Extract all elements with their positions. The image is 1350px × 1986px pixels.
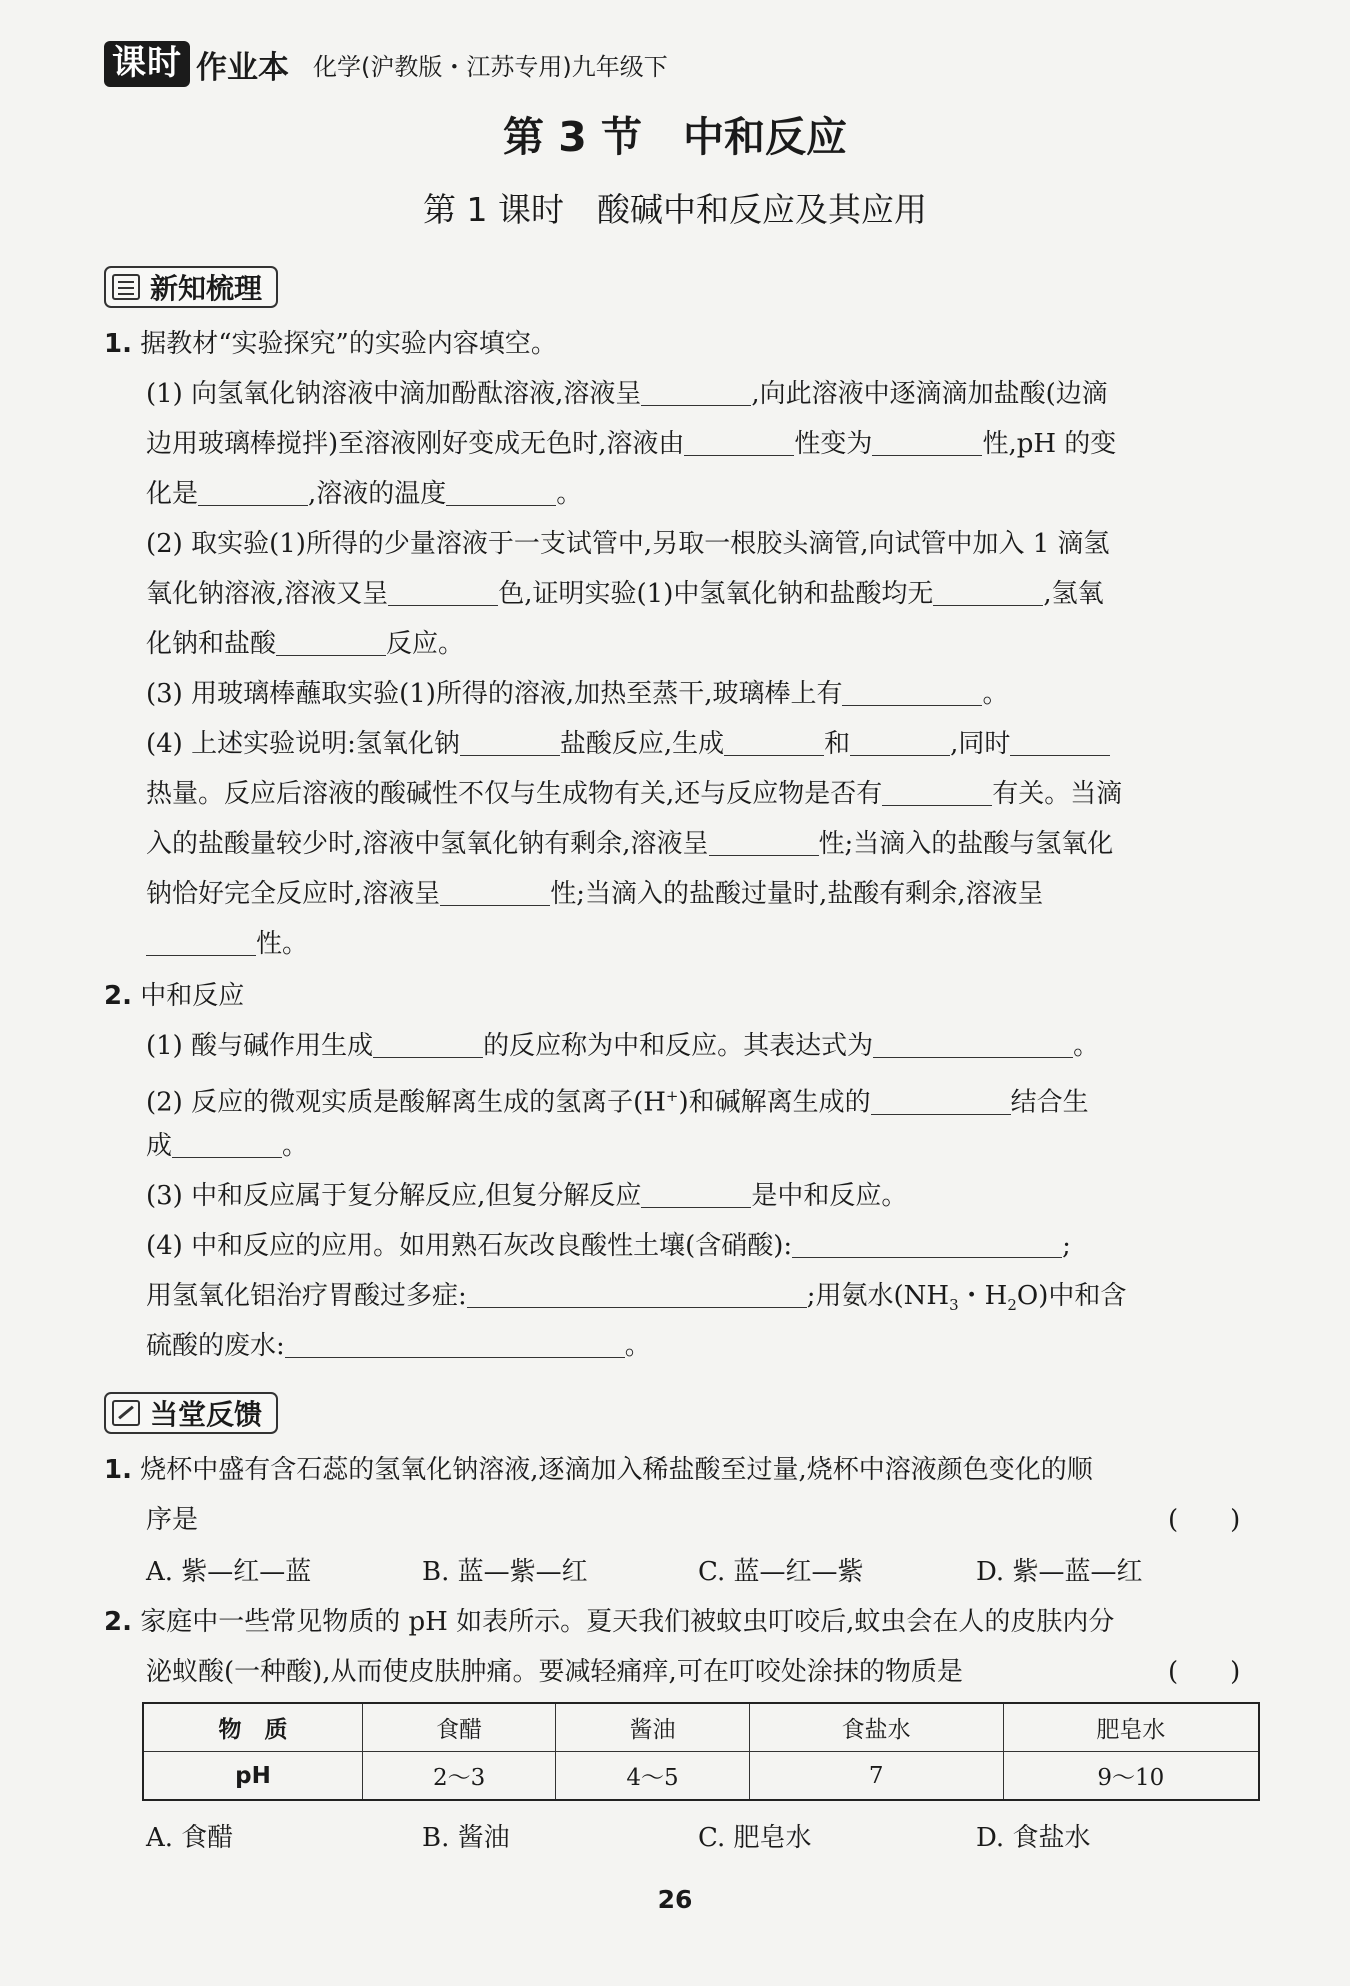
answer-blank[interactable] [684, 429, 794, 456]
q1-p4-line2 [146, 778, 1122, 810]
text: O)中和含 [1016, 1281, 1127, 1311]
q1-p2-line1 [146, 528, 1110, 560]
text: 用氢氧化铝治疗胃酸过多症: [146, 1281, 467, 1311]
answer-blank[interactable] [388, 579, 498, 606]
text: (4) 上述实验说明:氢氧化钠 [146, 729, 460, 759]
text: (1) 酸与碱作用生成 [146, 1031, 374, 1061]
text: 性,pH 的变 [982, 429, 1117, 459]
book-subtitle: 化学(沪教版・江苏专用)九年级下 [313, 52, 668, 81]
option-a[interactable]: A. 食醋 [146, 1823, 234, 1853]
question-text: 家庭中一些常见物质的 pH 如表所示。夏天我们被蚊虫叮咬后,蚊虫会在人的皮肤内分 [140, 1607, 1115, 1637]
table-cell: 2～3 [363, 1752, 556, 1801]
answer-blank[interactable] [792, 1231, 1062, 1258]
section-title: 第 3 节 中和反应 [502, 113, 848, 161]
q2-p3 [146, 1180, 907, 1212]
text: 。 [982, 679, 1009, 709]
option-c[interactable]: C. 蓝—红—紫 [698, 1557, 864, 1587]
superscript: + [665, 1087, 679, 1105]
text: 反应。 [386, 629, 465, 659]
question-number: 1. [104, 1455, 132, 1485]
subscript: 2 [1007, 1296, 1017, 1315]
text: 。 [624, 1331, 651, 1361]
answer-blank[interactable] [842, 679, 982, 706]
table-cell: 物 质 [143, 1703, 363, 1752]
q1-p4-line3 [146, 828, 1113, 860]
option-d[interactable]: D. 食盐水 [976, 1823, 1091, 1853]
section-tag-feedback [104, 1392, 278, 1434]
text: ,溶液的温度 [308, 479, 447, 509]
text: (1) 向氢氧化钠溶液中滴加酚酞溶液,溶液呈 [146, 379, 642, 409]
text: 化钠和盐酸 [146, 629, 277, 659]
table-cell: 食醋 [363, 1703, 556, 1752]
option-b[interactable]: B. 酱油 [422, 1823, 510, 1853]
text: 有关。当滴 [992, 779, 1123, 809]
table-cell: 酱油 [556, 1703, 749, 1752]
table-cell: 9～10 [1003, 1752, 1259, 1801]
table-cell: 食盐水 [749, 1703, 1003, 1752]
answer-blank[interactable] [882, 779, 992, 806]
text: 化是 [146, 479, 199, 509]
section-tag-new-knowledge [104, 266, 278, 308]
q1-p4-line4 [146, 878, 1044, 910]
answer-blank[interactable] [933, 579, 1043, 606]
text: 入的盐酸量较少时,溶液中氢氧化钠有剩余,溶液呈 [146, 829, 709, 859]
question-number: 2. [104, 1607, 132, 1637]
answer-blank[interactable] [373, 1031, 483, 1058]
q1-p2-line2 [146, 578, 1104, 610]
question-text: 中和反应 [140, 981, 245, 1011]
answer-blank[interactable] [850, 729, 950, 756]
f1-line2 [146, 1504, 198, 1536]
answer-bracket[interactable]: ( ) [1168, 1505, 1241, 1535]
text: 边用玻璃棒搅拌)至溶液刚好变成无色时,溶液由 [146, 429, 685, 459]
text: ; [1062, 1231, 1071, 1261]
section-tag-label: 新知梳理 [150, 272, 263, 305]
answer-blank[interactable] [460, 729, 560, 756]
answer-blank[interactable] [724, 729, 824, 756]
text: ,同时 [950, 729, 1011, 759]
option-d[interactable]: D. 紫—蓝—红 [976, 1557, 1143, 1587]
text: (3) 用玻璃棒蘸取实验(1)所得的溶液,加热至蒸干,玻璃棒上有 [146, 679, 843, 709]
question-text: 烧杯中盛有含石蕊的氢氧化钠溶液,逐滴加入稀盐酸至过量,烧杯中溶液颜色变化的顺 [140, 1455, 1093, 1485]
answer-blank[interactable] [172, 1131, 282, 1158]
text: 。 [1073, 1031, 1100, 1061]
answer-blank[interactable] [276, 629, 386, 656]
text: 。 [282, 1131, 309, 1161]
answer-blank[interactable] [873, 1031, 1073, 1058]
answer-blank[interactable] [198, 479, 308, 506]
text: 氧化钠溶液,溶液又呈 [146, 579, 389, 609]
text: (4) 中和反应的应用。如用熟石灰改良酸性土壤(含硝酸): [146, 1231, 793, 1261]
answer-blank[interactable] [440, 879, 550, 906]
question-number: 1. [104, 329, 132, 359]
f2-line1 [104, 1606, 1114, 1638]
q1-p4-line1 [146, 728, 1110, 760]
text: 钠恰好完全反应时,溶液呈 [146, 879, 441, 909]
q1-p3 [146, 678, 1008, 710]
text: 。 [556, 479, 583, 509]
table-row [143, 1752, 1259, 1801]
option-b[interactable]: B. 蓝—紫—红 [422, 1557, 588, 1587]
lesson-title: 第 1 课时 酸碱中和反应及其应用 [423, 190, 927, 229]
text: ;用氨水(NH [806, 1281, 950, 1311]
text: 性;当滴入的盐酸过量时,盐酸有剩余,溶液呈 [550, 879, 1044, 909]
q1-p1-line3 [146, 478, 582, 510]
answer-blank[interactable] [641, 1181, 751, 1208]
table-cell: 肥皂水 [1003, 1703, 1259, 1752]
text: ,向此溶液中逐滴滴加盐酸(边滴 [751, 379, 1108, 409]
q2-p4-line1 [146, 1230, 1071, 1262]
text: (2) 取实验(1)所得的少量溶液于一支试管中,另取一根胶头滴管,向试管中加入 1 滴氢 [146, 529, 1110, 559]
brand-name: 作业本 [196, 49, 289, 86]
f2-line2 [146, 1656, 963, 1688]
brand-logo: 课时 [104, 41, 190, 87]
text: 成 [146, 1131, 173, 1161]
answer-bracket[interactable]: ( ) [1168, 1657, 1241, 1687]
question-text: 据教材“实验探究”的实验内容填空。 [140, 329, 557, 359]
answer-blank[interactable] [467, 1281, 807, 1308]
answer-blank[interactable] [641, 379, 751, 406]
text: 结合生 [1010, 1087, 1089, 1118]
q1-p4-line5 [146, 928, 308, 960]
q1-p1-line2 [146, 428, 1116, 460]
text: 性变为 [794, 429, 873, 459]
text: 热量。反应后溶液的酸碱性不仅与生成物有关,还与反应物是否有 [146, 779, 883, 809]
ph-table [142, 1702, 1260, 1801]
table-cell: pH [143, 1752, 363, 1801]
text: )和碱解离生成的 [678, 1087, 871, 1118]
option-a[interactable]: A. 紫—红—蓝 [146, 1557, 312, 1587]
option-c[interactable]: C. 肥皂水 [698, 1823, 812, 1853]
table-cell: 4～5 [556, 1752, 749, 1801]
text: (2) 反应的微观实质是酸解离生成的氢离子(H [146, 1087, 666, 1118]
q1-p2-line3 [146, 628, 464, 660]
text: (3) 中和反应属于复分解反应,但复分解反应 [146, 1181, 642, 1211]
answer-blank[interactable] [1010, 729, 1110, 756]
q2-p4-line3 [146, 1330, 651, 1362]
text: 和 [824, 729, 851, 759]
q2-p1 [146, 1030, 1099, 1062]
answer-blank[interactable] [871, 1088, 1011, 1115]
f1-line1 [104, 1454, 1093, 1486]
text: ,氢氧 [1043, 579, 1104, 609]
text: 性;当滴入的盐酸与氢氧化 [818, 829, 1114, 859]
pen-icon [112, 1400, 140, 1426]
q1-p1-line1 [146, 378, 1108, 410]
page-number: 26 [657, 1885, 693, 1914]
text: 色,证明实验(1)中氢氧化钠和盐酸均无 [498, 579, 934, 609]
subscript: 3 [949, 1296, 959, 1315]
q2-intro [104, 980, 244, 1012]
table-header-row [143, 1703, 1259, 1752]
text: 性。 [256, 929, 309, 959]
q2-p2-line1 [146, 1080, 1089, 1119]
question-number: 2. [104, 981, 132, 1011]
text: 硫酸的废水: [146, 1331, 285, 1361]
answer-blank[interactable] [146, 929, 256, 956]
q1-intro [104, 328, 557, 360]
text: 的反应称为中和反应。其表达式为 [483, 1031, 874, 1061]
question-text: 泌蚁酸(一种酸),从而使皮肤肿痛。要减轻痛痒,可在叮咬处涂抹的物质是 [146, 1657, 963, 1687]
q2-p2-line2 [146, 1130, 308, 1162]
text: ・H [958, 1281, 1008, 1311]
answer-blank[interactable] [446, 479, 556, 506]
answer-blank[interactable] [285, 1331, 625, 1358]
section-tag-label: 当堂反馈 [150, 1398, 263, 1431]
q2-p4-line2 [146, 1280, 1126, 1321]
text: 盐酸反应,生成 [559, 729, 725, 759]
answer-blank[interactable] [872, 429, 982, 456]
book-icon [112, 274, 140, 300]
answer-blank[interactable] [709, 829, 819, 856]
question-text: 序是 [146, 1505, 199, 1535]
table-cell: 7 [749, 1752, 1003, 1801]
page-header [104, 40, 668, 88]
text: 是中和反应。 [751, 1181, 908, 1211]
